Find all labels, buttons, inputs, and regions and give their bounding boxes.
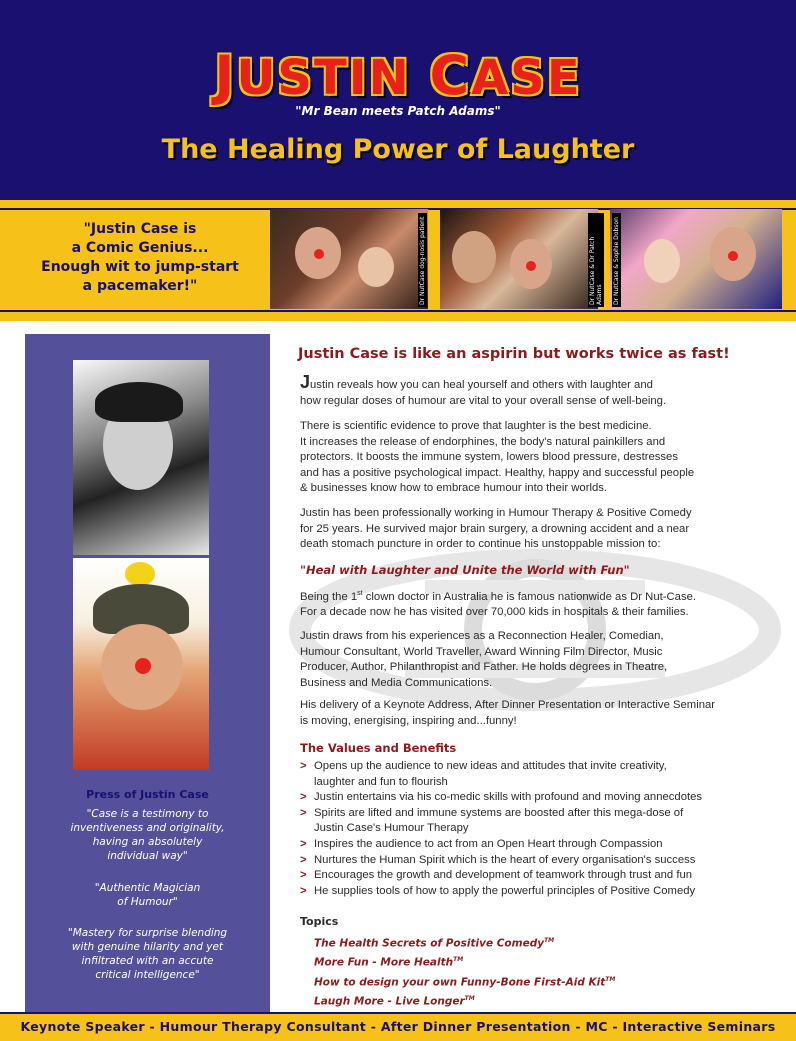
paragraph (300, 506, 780, 553)
photo-caption: Dr NutCase dog-nosis patient (418, 213, 427, 307)
band-quote: "Justin Case is a Comic Genius... Enough wit to jump-start a pacemaker!" (41, 221, 239, 294)
press-heading: Press of Justin Case (86, 788, 209, 801)
photo-caption: Dr NutCase & Sophie Dobson (612, 213, 621, 307)
paragraph-text: His delivery of a Keynote Address, After Dinner Presentation or Interactive Seminar is moving, energising, inspiring and...funny! (300, 699, 716, 727)
face-shape (644, 239, 680, 283)
divider (0, 1012, 796, 1014)
red-nose (135, 658, 151, 674)
topics-list (314, 933, 615, 1010)
red-nose (728, 251, 738, 261)
trademark: TM (544, 937, 555, 944)
list-item: > He supplies tools of how to apply the powerful principles of Positive Comedy (300, 884, 770, 900)
topic-text: The Health Secrets of Positive Comedy (314, 937, 545, 950)
drop-cap: J (300, 372, 311, 392)
topic-item (314, 991, 615, 1010)
paragraph (300, 586, 780, 621)
mission-statement: "Heal with Laughter and Unite the World with Fun" (300, 563, 630, 577)
list-item: > Spirits are lifted and immune systems are boosted after this mega-dose of Justin Case's Humour Therapy (300, 806, 770, 837)
paragraph-text: Justin draws from his experiences as a Reconnection Healer, Comedian, Humour Consultant, World Traveller, Award Winning Film Director, Music Producer, Author, Philanthropist and Father. He holds degrees in Theatre, Business and Media Communications. (300, 630, 668, 689)
footer-text: Keynote Speaker - Humour Therapy Consultant - After Dinner Presentation - MC - Interactive Seminars (20, 1019, 776, 1034)
topic-text: More Fun - More Health (314, 956, 454, 969)
paragraph (300, 629, 780, 691)
title-part: USTIN (236, 50, 430, 106)
trademark: TM (464, 994, 475, 1002)
paragraph-text: clown doctor in Australia he is famous nationwide as Dr Nut-Case. For a decade now he has visited over 70,000 kids in hospitals & their families. (300, 590, 697, 619)
topic-item (314, 933, 615, 952)
topic-text: How to design your own Funny-Bone First-Aid Kit (314, 976, 606, 989)
face-shape (452, 231, 496, 283)
trademark: TM (453, 956, 464, 964)
paragraph-text: Justin has been professionally working in Humour Therapy & Positive Comedy for 25 years. He survived major brain surgery, a drowning accident and a near death stomach puncture in order to continue his unstoppable mission to: (300, 507, 692, 551)
benefits-list (300, 759, 770, 899)
subtitle: "Mr Bean meets Patch Adams" (295, 104, 501, 118)
header-banner (0, 0, 796, 200)
duck-shape (125, 562, 155, 586)
paragraph (300, 419, 780, 497)
clown-doctor-photo-3 (610, 209, 782, 309)
superscript: st (357, 590, 363, 597)
title-letter-c: C (429, 44, 472, 107)
tagline: The Healing Power of Laughter (161, 134, 635, 165)
portrait-photo (73, 360, 209, 555)
main-heading: Justin Case is like an aspirin but works twice as fast! (298, 346, 730, 362)
paragraph-text: There is scientific evidence to prove that laughter is the best medicine. It increases the release of endorphines, the body's natural painkillers and protectors. It boosts the immune system, lowers blood pressure, destresses and has a positive psychological impact. Healthy, happy and successful people & businesses know how to embrace humour into their worlds. (300, 420, 695, 495)
clown-doctor-photo-1 (270, 209, 428, 309)
topics-heading: Topics (300, 915, 339, 928)
photo-caption: Dr NutCase & Dr Patch Adams (588, 213, 604, 307)
divider (0, 310, 796, 312)
red-nose (526, 261, 536, 271)
press-quote: "Mastery for surprise blending with genuine hilarity and yet infiltrated with an accute critical intelligence" (67, 927, 228, 981)
list-item: > Encourages the growth and development of teamwork through trust and fun (300, 868, 770, 884)
title-letter-j: J (214, 44, 237, 107)
press-quote: "Authentic Magician of Humour" (94, 882, 201, 908)
trademark: TM (605, 975, 616, 983)
topic-item (314, 952, 615, 971)
hair-shape (95, 382, 183, 422)
topic-item (314, 972, 615, 991)
list-item: > Justin entertains via his co-medic skills with profound and moving annecdotes (300, 790, 770, 806)
list-item: > Nurtures the Human Spirit which is the heart of every organisation's success (300, 853, 770, 869)
footer-bar (0, 1012, 796, 1041)
page-title (0, 44, 796, 107)
clown-portrait-photo (73, 558, 209, 770)
title-part: ASE (471, 50, 582, 106)
values-heading: The Values and Benefits (300, 741, 457, 755)
list-item: > Inspires the audience to act from an Open Heart through Compassion (300, 837, 770, 853)
intro-paragraph (300, 372, 780, 409)
press-quote: "Case is a testimony to inventiveness and originality, having an absolutely individual way" (70, 808, 225, 862)
topic-text: Laugh More - Live Longer (314, 995, 465, 1008)
list-item: > Opens up the audience to new ideas and attitudes that invite creativity, laughter and fun to flourish (300, 759, 770, 790)
paragraph-text: Being the 1 (300, 590, 358, 603)
face-shape (358, 247, 394, 287)
paragraph-text: ustin reveals how you can heal yourself and others with laughter and how regular doses of humour are vital to your overall sense of well-being. (300, 379, 667, 407)
clown-doctor-photo-2 (440, 209, 603, 309)
red-nose (314, 249, 324, 259)
paragraph (300, 698, 780, 729)
